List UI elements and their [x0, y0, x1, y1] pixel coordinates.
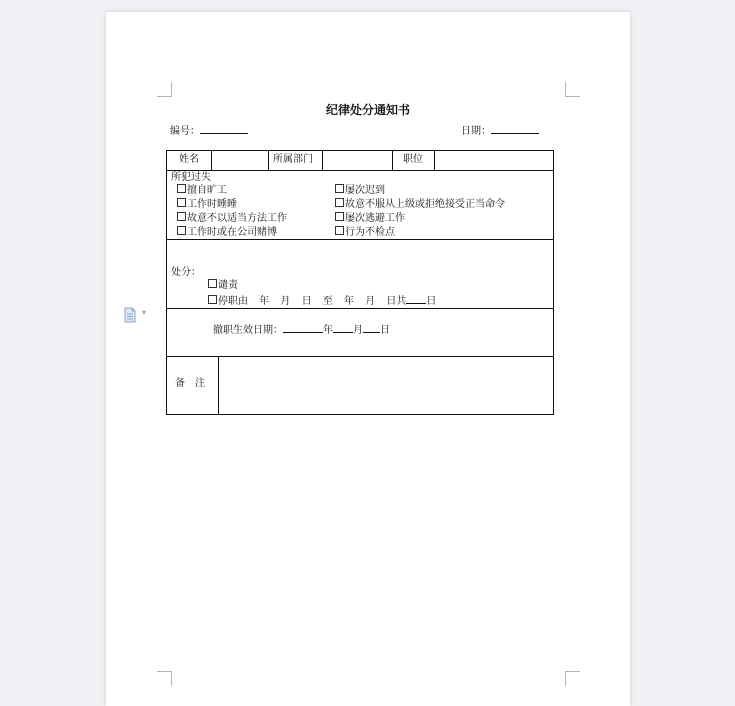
checkbox[interactable]	[335, 184, 344, 193]
date-field	[461, 122, 539, 137]
offense-item[interactable]: 擅自旷工	[177, 184, 227, 197]
number-blank[interactable]	[200, 123, 248, 134]
discipline-table	[166, 150, 554, 415]
checkbox[interactable]	[177, 212, 186, 221]
offenses-heading: 所犯过失	[171, 172, 211, 183]
document-title: 纪律处分通知书	[325, 103, 410, 117]
penalty-warning-option[interactable]: 谴责	[208, 279, 238, 292]
name-label: 姓名	[179, 154, 199, 165]
margin-corner-top-left	[157, 82, 172, 97]
margin-corner-bottom-left	[157, 671, 172, 686]
number-field	[170, 122, 248, 137]
offense-item[interactable]: 故意不以适当方法工作	[177, 212, 287, 225]
margin-corner-top-right	[565, 82, 580, 97]
margin-corner-bottom-right	[565, 671, 580, 686]
penalty-heading: 处分：	[171, 267, 201, 278]
dismissal-label: 撤职生效日期：	[213, 325, 283, 336]
position-label: 职位	[403, 154, 423, 165]
offense-item[interactable]: 工作时或在公司赌博	[177, 226, 277, 239]
offense-item[interactable]: 屡次逃避工作	[335, 212, 405, 225]
offense-item[interactable]: 屡次迟到	[335, 184, 385, 197]
document-page	[106, 12, 630, 706]
department-label: 所属部门	[273, 154, 313, 165]
checkbox[interactable]	[177, 184, 186, 193]
offense-item[interactable]: 行为不检点	[335, 226, 395, 239]
document-icon[interactable]	[122, 307, 138, 323]
number-label: 编号：	[170, 126, 200, 137]
checkbox[interactable]	[335, 226, 344, 235]
checkbox[interactable]	[177, 198, 186, 207]
date-label: 日期：	[461, 126, 491, 137]
checkbox[interactable]	[335, 198, 344, 207]
checkbox[interactable]	[208, 279, 217, 288]
chevron-down-icon[interactable]: ▾	[142, 308, 147, 317]
offense-item[interactable]: 故意不服从上级或拒绝接受正当命令	[335, 198, 505, 211]
offense-item[interactable]: 工作时睡睡	[177, 198, 237, 211]
checkbox[interactable]	[208, 295, 217, 304]
checkbox[interactable]	[335, 212, 344, 221]
date-blank[interactable]	[491, 123, 539, 134]
dismissal-field[interactable]: 撤职生效日期： 年 月 日	[213, 322, 390, 337]
penalty-suspension-option[interactable]: 停职由 年 月 日 至 年 月 日共 日	[208, 293, 436, 308]
checkbox[interactable]	[177, 226, 186, 235]
remarks-label: 备 注	[175, 378, 205, 389]
